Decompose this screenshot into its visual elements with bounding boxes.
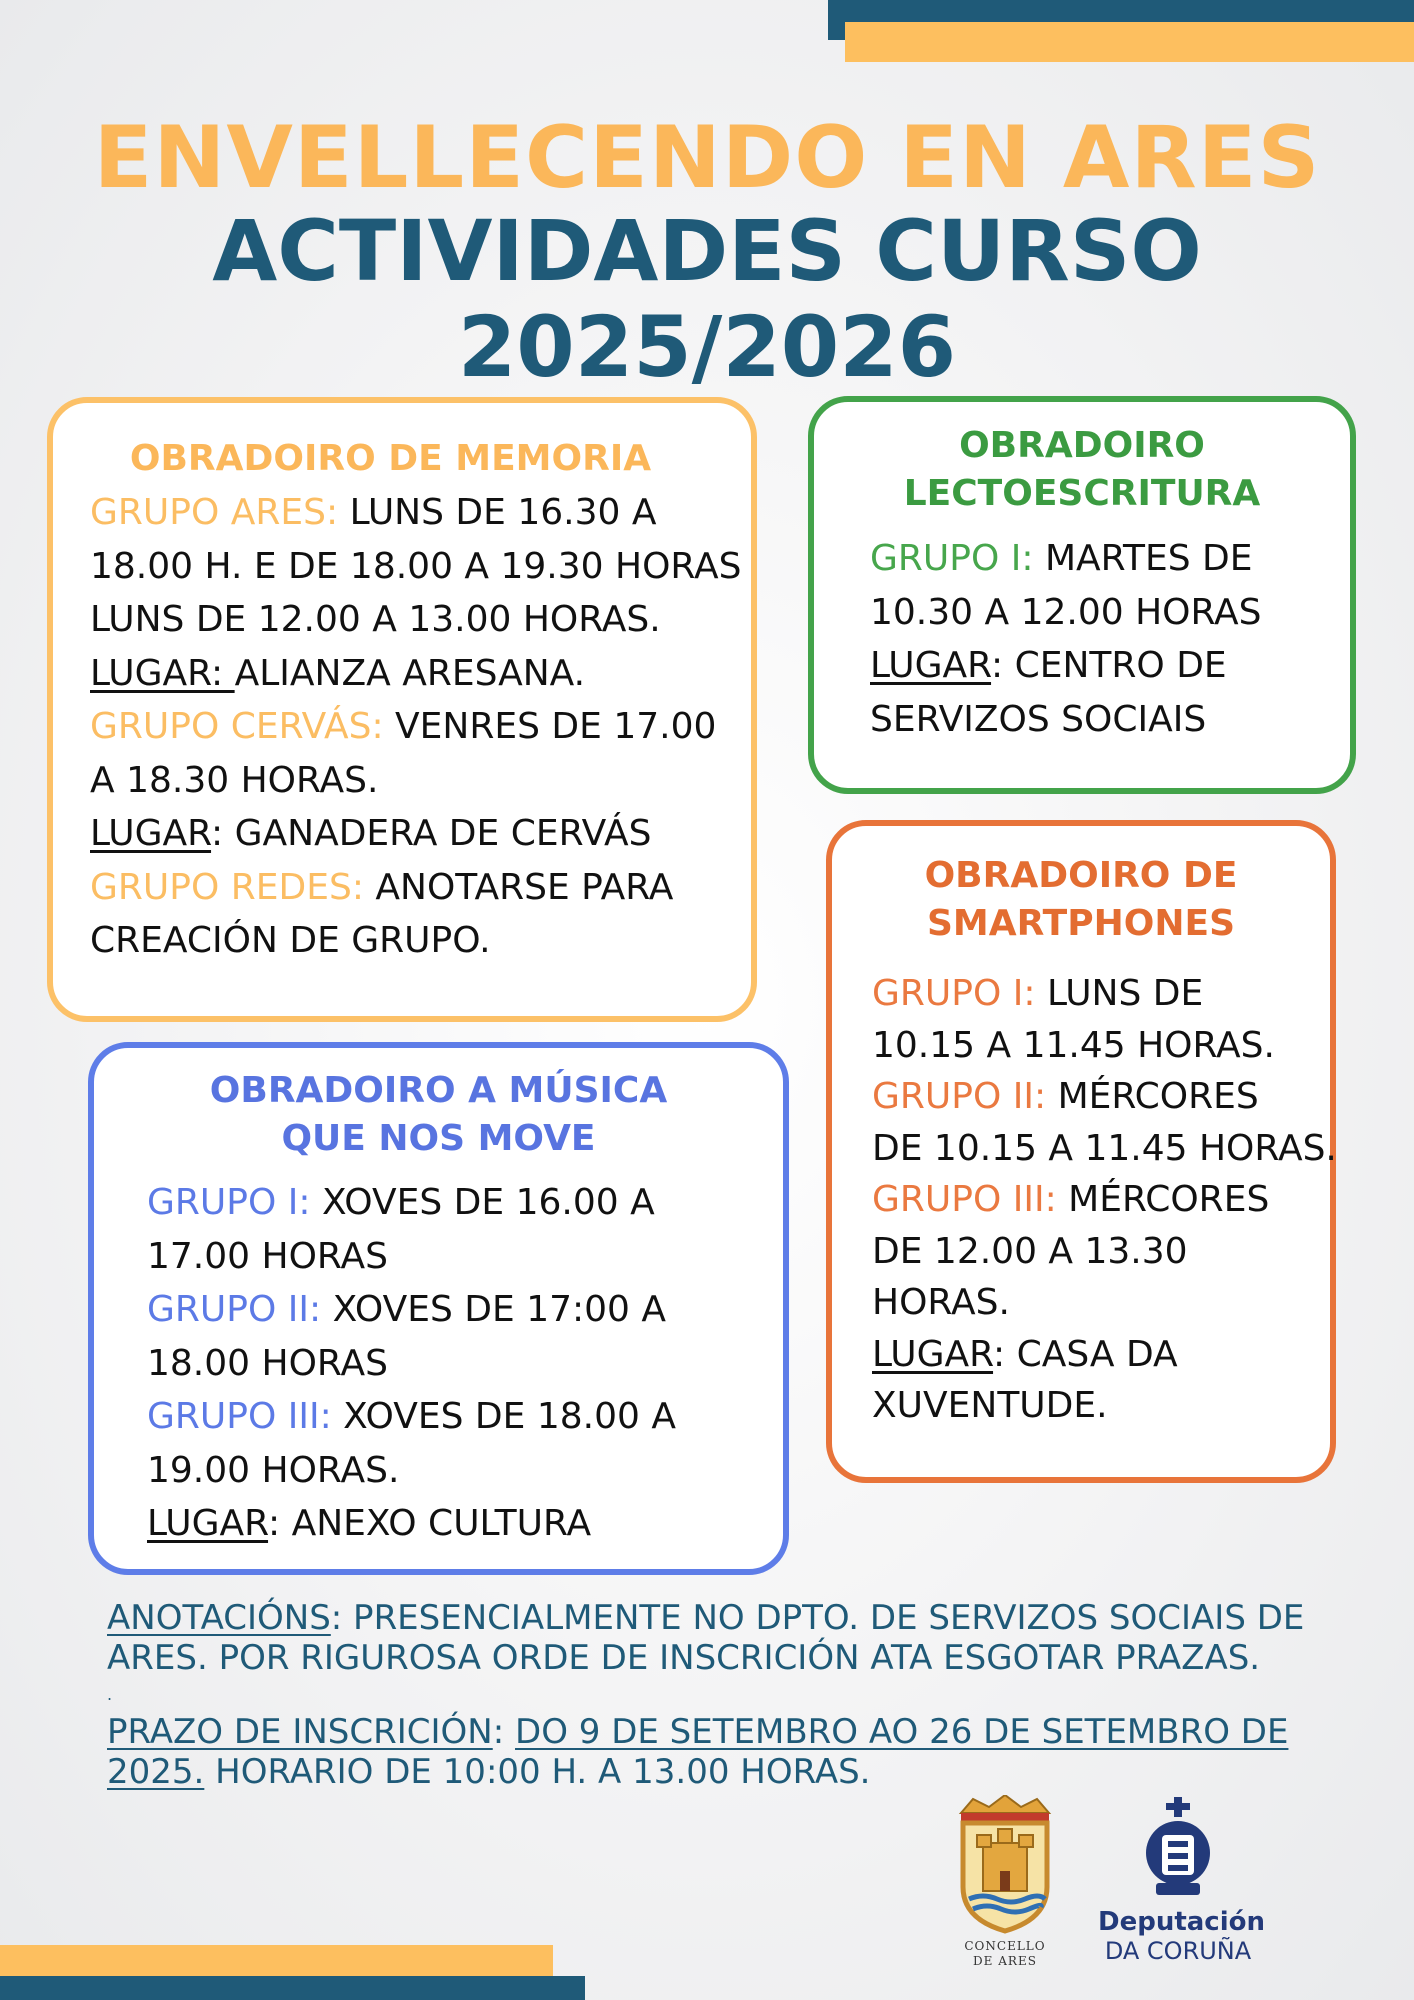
separator-dot: . — [107, 1685, 113, 1704]
lecto-line-1 — [870, 532, 1350, 586]
place-label: LUGAR: — [90, 652, 235, 694]
group-label: GRUPO I: — [147, 1182, 311, 1223]
deputacion-label-line-2: DA CORUÑA — [1104, 1937, 1252, 1965]
smart-line-9: XUVENTUDE. — [872, 1385, 1108, 1426]
anotacions-paragraph — [107, 1598, 1337, 1678]
schedule-text: VENRES DE 17.00 — [383, 706, 717, 747]
place-label: LUGAR — [90, 813, 212, 854]
musica-line-2: 17.00 HORAS — [147, 1235, 388, 1277]
lectoescritura-title — [870, 422, 1350, 518]
smart-line-8 — [872, 1329, 1330, 1381]
memoria-line-8 — [90, 861, 751, 915]
memoria-line-2: 18.00 H. E DE 18.00 A 19.30 HORAS — [90, 545, 742, 587]
group-label: GRUPO REDES: — [90, 866, 364, 908]
smart-line-2: 10.15 A 11.45 HORAS. — [872, 1024, 1275, 1066]
musica-line-5 — [147, 1390, 783, 1444]
place-label: LUGAR — [872, 1333, 994, 1375]
place-label: LUGAR — [147, 1503, 269, 1544]
place-text: : GANADERA DE CERVÁS — [211, 813, 652, 854]
group-label: GRUPO III: — [147, 1396, 332, 1437]
memoria-line-6: A 18.30 HORAS. — [90, 759, 379, 801]
group-label: GRUPO CERVÁS: — [90, 706, 384, 747]
smart-line-1 — [872, 968, 1330, 1020]
subtitle-line-2: 2025/2026 — [457, 298, 957, 396]
title-line-1: OBRADOIRO — [959, 425, 1205, 466]
anotacions-text: : PRESENCIALMENTE NO DPTO. DE SERVIZOS SOCIAIS DE ARES. POR RIGUROSA ORDE DE INSCRICIÓN ATA ESGOTAR PRAZAS. — [107, 1598, 1305, 1678]
musica-line-6: 19.00 HORAS. — [147, 1449, 400, 1491]
memoria-line-1 — [90, 486, 751, 540]
memoria-line-5 — [90, 700, 751, 754]
top-yellow-bar — [845, 22, 1414, 62]
concello-coat-of-arms-icon — [953, 1795, 1057, 1935]
group-label: GRUPO II: — [872, 1076, 1047, 1117]
place-text: : CENTRO DE — [991, 645, 1227, 686]
memoria-line-4 — [90, 647, 751, 701]
place-text: : ANEXO CULTURA — [268, 1503, 592, 1544]
smart-line-4: DE 10.15 A 11.45 HORAS. — [872, 1127, 1337, 1169]
schedule-text: XOVES DE 17:00 A — [321, 1289, 667, 1330]
deputacion-label-line-1: Deputación — [1098, 1907, 1266, 1937]
musica-line-3 — [147, 1283, 783, 1337]
title-line-2: LECTOESCRITURA — [903, 473, 1261, 514]
schedule-text: ANOTARSE PARA — [363, 866, 674, 908]
smart-line-7: HORAS. — [872, 1282, 1010, 1323]
lectoescritura-card — [808, 396, 1356, 794]
concello-label-line-1: CONCELLO — [964, 1939, 1046, 1953]
schedule-text: MARTES DE — [1033, 538, 1253, 579]
musica-title — [147, 1067, 783, 1163]
subtitle-line-1: ACTIVIDADES CURSO — [212, 202, 1202, 300]
prazo-hours: HORARIO DE 10:00 H. A 13.00 HORAS. — [204, 1752, 871, 1792]
smart-line-3 — [872, 1071, 1330, 1123]
registration-notes — [107, 1598, 1337, 1792]
group-label: GRUPO I: — [872, 973, 1036, 1014]
schedule-text: LUNS DE — [1035, 973, 1204, 1014]
place-text: ALIANZA ARESANA. — [234, 652, 586, 694]
deputacion-emblem-icon — [1098, 1795, 1258, 1903]
place-label: LUGAR — [870, 645, 992, 686]
memoria-title: OBRADOIRO DE MEMORIA — [129, 438, 652, 479]
smart-line-5 — [872, 1174, 1330, 1226]
musica-card — [88, 1042, 789, 1575]
group-label: GRUPO III: — [872, 1179, 1057, 1220]
group-label: GRUPO I: — [870, 538, 1034, 579]
smartphones-card — [826, 820, 1336, 1483]
memoria-line-7 — [90, 807, 751, 861]
concello-label-line-2: DE ARES — [973, 1954, 1037, 1968]
lecto-line-2: 10.30 A 12.00 HORAS — [870, 591, 1262, 633]
concello-label — [953, 1939, 1057, 1969]
prazo-paragraph — [107, 1712, 1337, 1792]
schedule-text: MÉRCORES — [1046, 1076, 1259, 1117]
schedule-text: MÉRCORES — [1056, 1179, 1270, 1220]
musica-line-4: 18.00 HORAS — [147, 1342, 388, 1384]
lecto-line-4: SERVIZOS SOCIAIS — [870, 698, 1207, 740]
memoria-line-9: CREACIÓN DE GRUPO. — [90, 920, 491, 961]
prazo-separator: : — [492, 1712, 516, 1752]
smart-line-6: DE 12.00 A 13.30 — [872, 1230, 1188, 1272]
lecto-line-3 — [870, 639, 1350, 693]
title-line-2: QUE NOS MOVE — [281, 1118, 596, 1159]
bottom-navy-bar — [0, 1976, 585, 2000]
page-subtitle — [0, 203, 1414, 395]
deputacion-label — [1098, 1907, 1266, 1965]
page-title: ENVELLECENDO EN ARES — [93, 108, 1321, 208]
memoria-line-3: LUNS DE 12.00 A 13.00 HORAS. — [90, 599, 661, 640]
group-label: GRUPO II: — [147, 1289, 322, 1330]
prazo-dates: DO 9 DE SETEMBRO AO 26 DE SETEMBRO DE 2025. — [107, 1712, 1289, 1792]
schedule-text: LUNS DE 16.30 A — [338, 492, 657, 533]
deputacion-logo — [1098, 1795, 1266, 1965]
concello-de-ares-logo — [953, 1795, 1057, 1968]
title-line-1: OBRADOIRO A MÚSICA — [209, 1070, 668, 1111]
memoria-card — [47, 397, 757, 1022]
prazo-label: PRAZO DE INSCRICIÓN — [107, 1712, 493, 1752]
group-label: GRUPO ARES: — [90, 492, 339, 533]
smartphones-title — [872, 852, 1330, 948]
musica-line-7 — [147, 1497, 783, 1551]
schedule-text: XOVES DE 18.00 A — [331, 1396, 676, 1437]
musica-line-1 — [147, 1176, 783, 1230]
anotacions-label: ANOTACIÓNS — [107, 1598, 331, 1638]
schedule-text: XOVES DE 16.00 A — [310, 1182, 655, 1223]
title-line-1: OBRADOIRO DE — [924, 855, 1238, 896]
place-text: : CASA DA — [993, 1333, 1178, 1375]
title-line-2: SMARTPHONES — [926, 903, 1236, 944]
